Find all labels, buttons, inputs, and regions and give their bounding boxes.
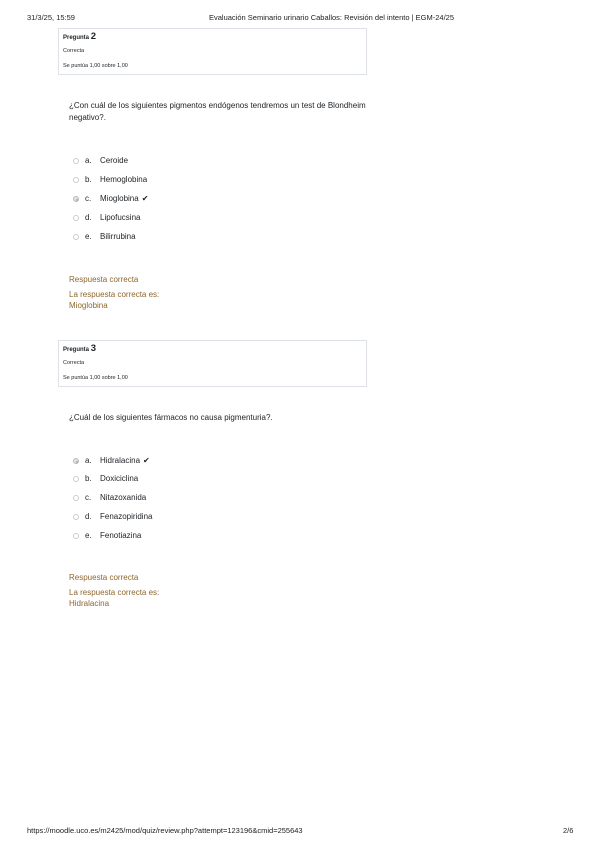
correct-check-icon: ✔ — [141, 194, 149, 203]
option-letter: c. — [85, 493, 92, 502]
question-grade: Se puntúa 1,00 sobre 1,00 — [63, 63, 128, 69]
answer-option-selected[interactable] — [73, 194, 273, 204]
option-letter: b. — [85, 474, 92, 483]
correct-answer-label: La respuesta correcta es: — [69, 588, 160, 597]
answer-option[interactable] — [73, 156, 273, 166]
option-text: Bilirrubina — [100, 232, 136, 241]
print-datetime: 31/3/25, 15:59 — [27, 13, 75, 22]
radio-button[interactable] — [73, 476, 79, 482]
option-letter: a. — [85, 456, 92, 465]
option-letter: c. — [85, 194, 92, 203]
question-state: Correcta — [63, 360, 85, 366]
question-number-value: 3 — [90, 343, 96, 354]
question-label: Pregunta — [63, 347, 90, 353]
radio-button[interactable] — [73, 158, 79, 164]
option-text: Hemoglobina — [100, 175, 148, 184]
answer-option[interactable] — [73, 512, 273, 522]
radio-button[interactable] — [73, 495, 79, 501]
option-text: Fenazopiridina — [100, 512, 153, 521]
option-text: Mioglobina — [100, 194, 139, 203]
question-grade: Se puntúa 1,00 sobre 1,00 — [63, 375, 128, 381]
radio-button-checked[interactable] — [73, 458, 79, 464]
radio-button[interactable] — [73, 177, 79, 183]
correct-answer-value: Hidralacina — [69, 599, 110, 608]
answer-option-selected[interactable] — [73, 456, 273, 466]
option-text-with-check — [100, 194, 148, 204]
option-text: Lipofucsina — [100, 213, 141, 222]
question-state: Correcta — [63, 48, 85, 54]
answer-option[interactable] — [73, 493, 273, 503]
option-letter: a. — [85, 156, 92, 165]
radio-button[interactable] — [73, 234, 79, 240]
question-number-value: 2 — [90, 31, 96, 42]
correct-answer-label: La respuesta correcta es: — [69, 290, 160, 299]
correct-check-icon: ✔ — [143, 456, 150, 465]
question-text: ¿Con cuál de los siguientes pigmentos endógenos tendremos un test de Blondheim negativo?. — [69, 101, 366, 122]
radio-button[interactable] — [73, 514, 79, 520]
option-text: Nitazoxanida — [100, 493, 147, 502]
question-info-box — [58, 340, 367, 387]
option-text-with-check — [100, 456, 150, 466]
question-text: ¿Cuál de los siguientes fármacos no causa pigmenturia?. — [69, 413, 273, 422]
answer-option[interactable] — [73, 213, 273, 223]
option-letter: e. — [85, 531, 92, 540]
question-number — [63, 344, 362, 355]
correct-answer-value: Mioglobina — [69, 301, 108, 310]
answer-option[interactable] — [73, 232, 273, 242]
question-info-box — [58, 28, 367, 75]
question-feedback — [69, 572, 159, 609]
feedback-result: Respuesta correcta — [69, 275, 139, 284]
option-letter: d. — [85, 512, 92, 521]
print-page-number: 2/6 — [563, 826, 574, 835]
question-label: Pregunta — [63, 35, 90, 41]
answer-option[interactable] — [73, 474, 273, 484]
option-text: Hidralacina — [100, 456, 141, 465]
radio-button[interactable] — [73, 215, 79, 221]
print-url: https://moodle.uco.es/m2425/mod/quiz/review.php?attempt=123196&cmid=255643 — [27, 826, 303, 835]
radio-button-checked[interactable] — [73, 196, 79, 202]
question-number — [63, 32, 362, 43]
answer-option[interactable] — [73, 531, 273, 541]
option-text: Fenotiazina — [100, 531, 142, 540]
option-text: Doxiciclina — [100, 474, 139, 483]
option-text: Ceroide — [100, 156, 129, 165]
option-letter: b. — [85, 175, 92, 184]
feedback-result: Respuesta correcta — [69, 573, 139, 582]
option-letter: d. — [85, 213, 92, 222]
option-letter: e. — [85, 232, 92, 241]
answer-option[interactable] — [73, 175, 273, 185]
question-feedback — [69, 274, 159, 311]
radio-button[interactable] — [73, 533, 79, 539]
print-page-title: Evaluación Seminario urinario Caballos: Revisión del intento | EGM-24/25 — [209, 13, 454, 22]
